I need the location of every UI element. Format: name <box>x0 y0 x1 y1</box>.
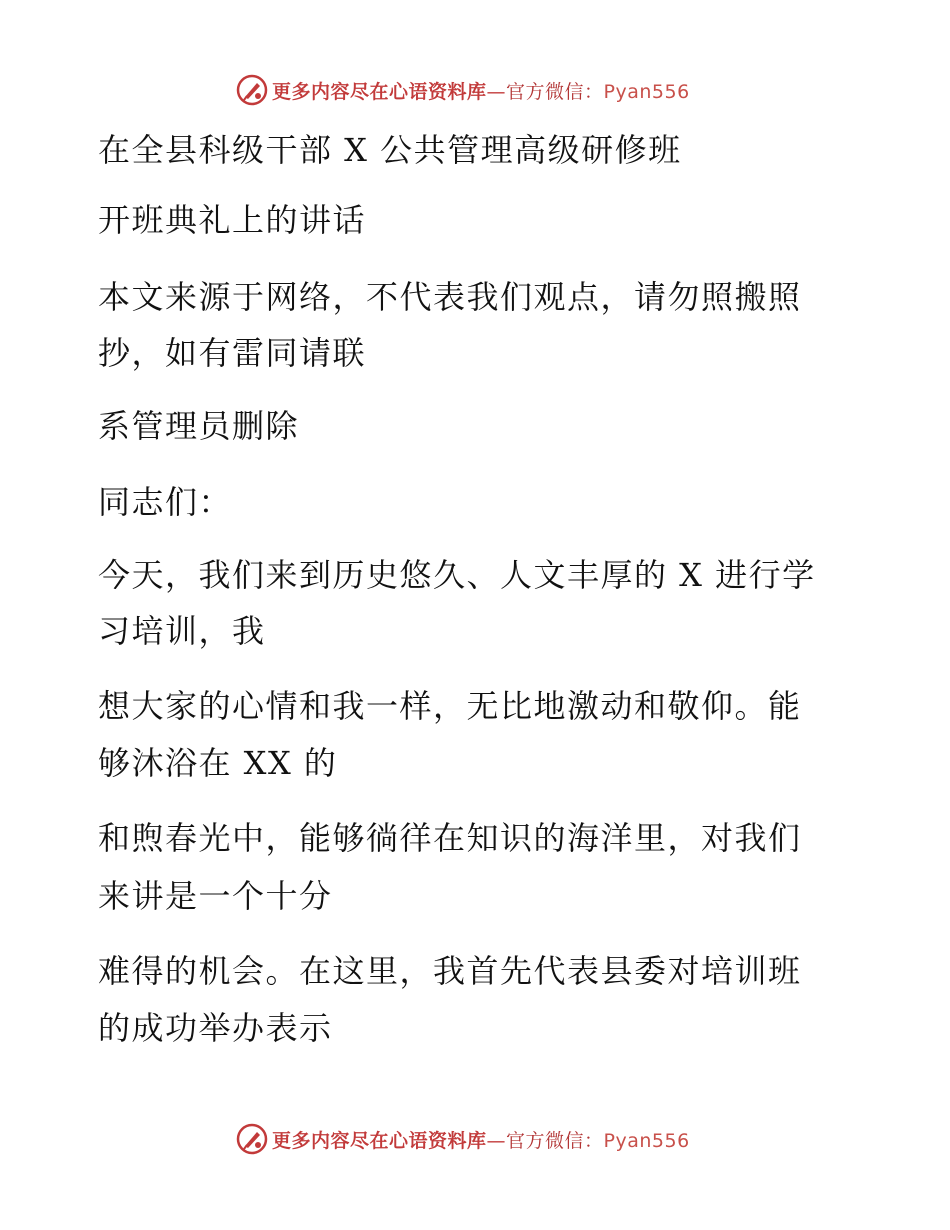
watermark-text <box>272 77 690 104</box>
watermark-lead: 更多内容尽在心语资料库 <box>272 80 487 103</box>
watermark-lead: 更多内容尽在心语资料库 <box>272 1129 487 1152</box>
watermark-sub: 官方微信： <box>506 80 604 103</box>
doc-line: 够沐浴在 XX 的 <box>98 744 338 782</box>
watermark-sub: 官方微信： <box>506 1129 604 1152</box>
doc-line: 想大家的心情和我一样，无比地激动和敬仰。能 <box>98 687 802 725</box>
header-watermark <box>236 73 690 107</box>
doc-line: 在全县科级干部 X 公共管理高级研修班 <box>98 131 682 169</box>
quill-logo-icon <box>236 1123 268 1155</box>
doc-line: 开班典礼上的讲话 <box>98 201 367 239</box>
quill-logo-icon <box>236 74 268 106</box>
doc-line: 和煦春光中，能够徜徉在知识的海洋里，对我们 <box>98 819 802 857</box>
watermark-wechat-id: Pyan556 <box>603 1129 690 1152</box>
doc-line: 今天，我们来到历史悠久、人文丰厚的 X 进行学 <box>98 556 816 594</box>
doc-line: 抄，如有雷同请联 <box>98 334 367 372</box>
doc-line: 的成功举办表示 <box>98 1009 333 1047</box>
doc-line: 来讲是一个十分 <box>98 877 333 915</box>
watermark-text <box>272 1126 690 1153</box>
watermark-wechat-id: Pyan556 <box>603 80 690 103</box>
doc-line: 习培训，我 <box>98 612 266 650</box>
watermark-dash: — <box>486 1129 507 1152</box>
footer-watermark <box>236 1122 690 1156</box>
doc-line: 同志们： <box>98 483 233 521</box>
doc-line: 系管理员删除 <box>98 407 300 445</box>
watermark-dash: — <box>486 80 507 103</box>
doc-line: 难得的机会。在这里，我首先代表县委对培训班 <box>98 952 802 990</box>
doc-line: 本文来源于网络，不代表我们观点，请勿照搬照 <box>98 278 802 316</box>
